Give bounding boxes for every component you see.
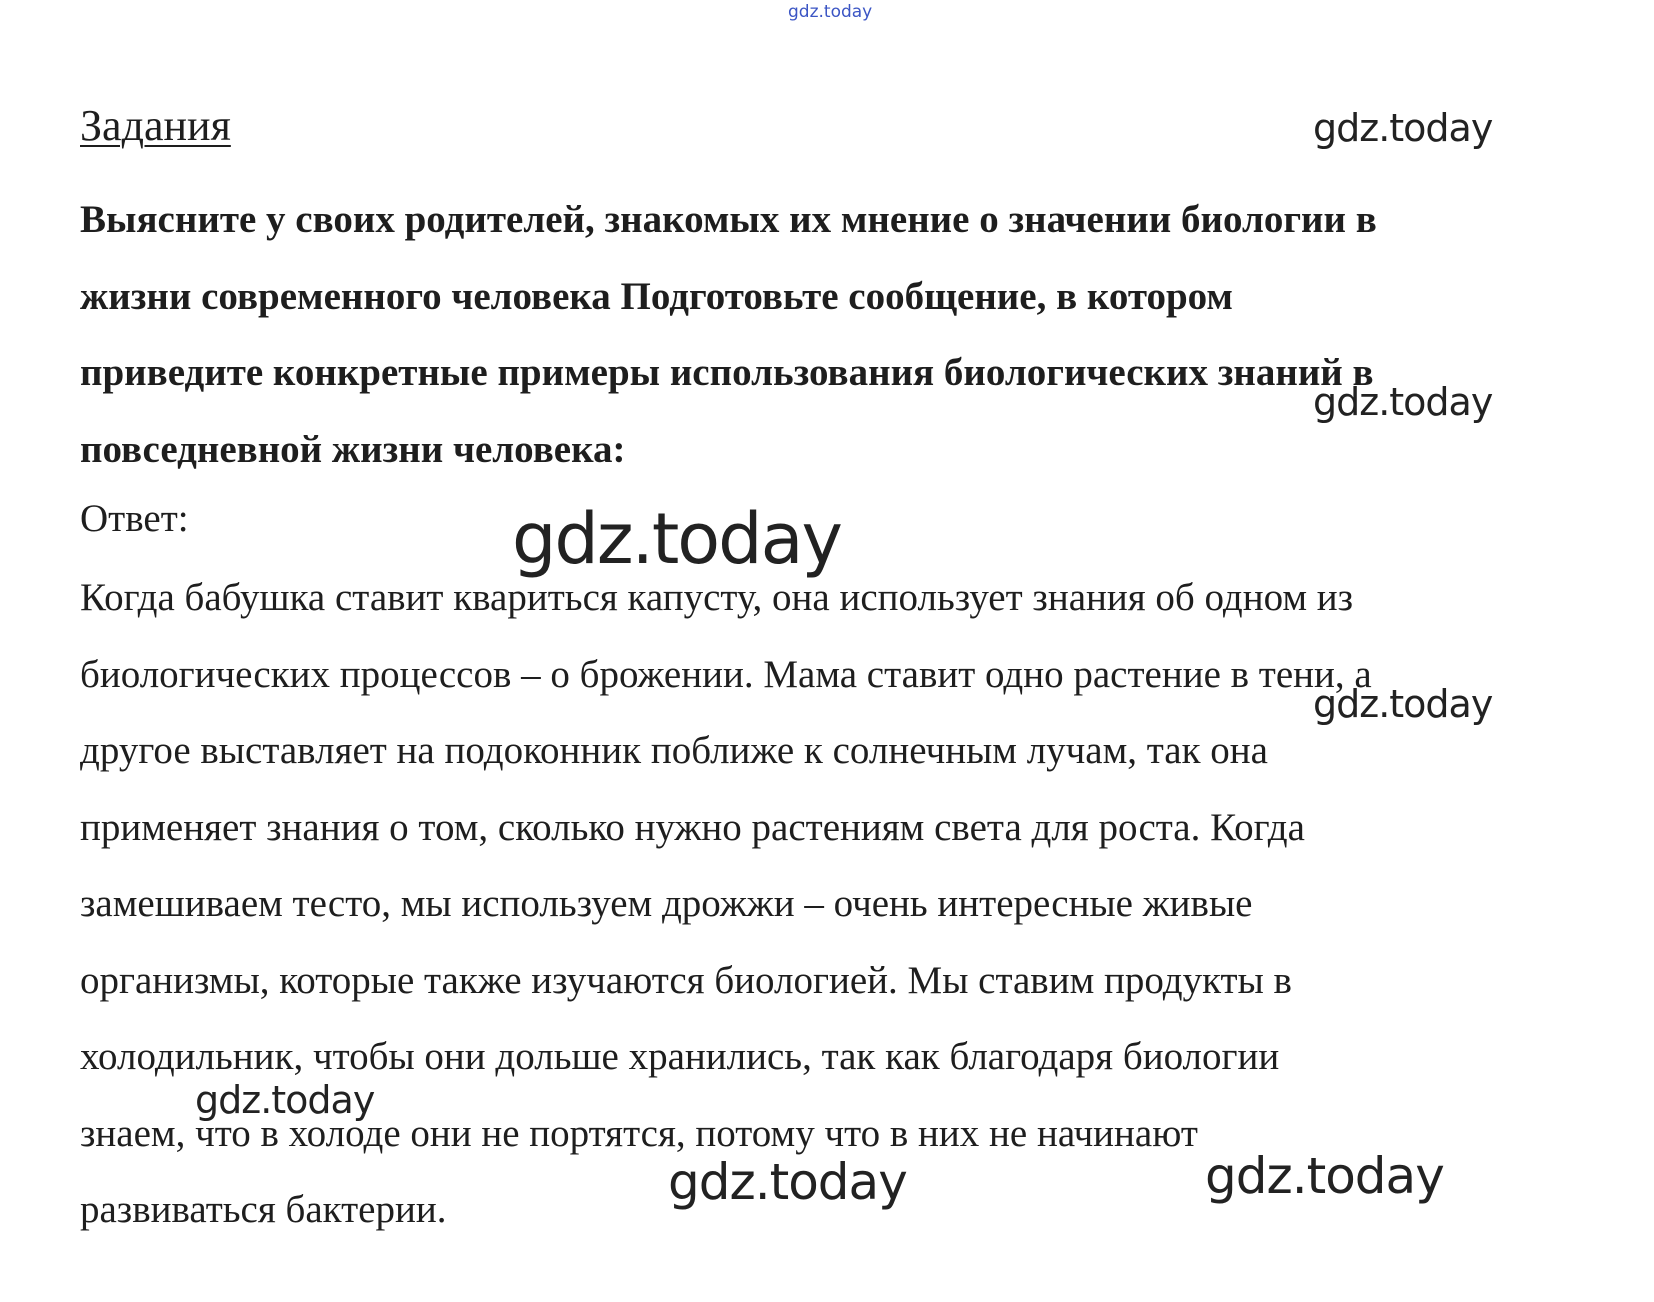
watermark: gdz.today xyxy=(1313,106,1493,150)
task-line: повседневной жизни человека: xyxy=(80,427,626,471)
answer-text xyxy=(80,560,1570,1249)
answer-line: организмы, которые также изучаются биологией. Мы ставим продукты в xyxy=(80,958,1292,1002)
answer-line: Когда бабушка ставит квариться капусту, она использует знания об одном из xyxy=(80,576,1354,619)
watermark: gdz.today xyxy=(1313,380,1493,424)
task-line: Выясните у своих родителей, знакомых их мнение о значении биологии в xyxy=(80,198,1377,241)
task-text xyxy=(80,182,1570,488)
watermark: gdz.today xyxy=(668,1153,907,1211)
answer-line: знаем, что в холоде они не портятся, потому что в них не начинают xyxy=(80,1111,1198,1155)
answer-line: применяет знания о том, сколько нужно растениям света для роста. Когда xyxy=(80,805,1305,849)
answer-line: другое выставляет на подоконник поближе к солнечным лучам, так она xyxy=(80,729,1268,772)
watermark-top: gdz.today xyxy=(788,2,873,22)
answer-line: замешиваем тесто, мы используем дрожжи – очень интересные живые xyxy=(80,882,1253,925)
answer-line: развиваться бактерии. xyxy=(80,1188,447,1231)
answer-line: биологических процессов – о брожении. Мама ставит одно растение в тени, а xyxy=(80,652,1372,696)
answer-label: Ответ: xyxy=(80,497,189,540)
task-line: жизни современного человека Подготовьте сообщение, в котором xyxy=(80,274,1233,318)
task-line: приведите конкретные примеры использования биологических знаний в xyxy=(80,351,1374,394)
watermark: gdz.today xyxy=(1205,1147,1444,1205)
watermark: gdz.today xyxy=(195,1078,375,1122)
section-heading: Задания xyxy=(80,101,231,150)
watermark-large: gdz.today xyxy=(512,498,841,580)
answer-line: холодильник, чтобы они дольше хранились, так как благодаря биологии xyxy=(80,1035,1280,1078)
watermark: gdz.today xyxy=(1313,682,1493,726)
